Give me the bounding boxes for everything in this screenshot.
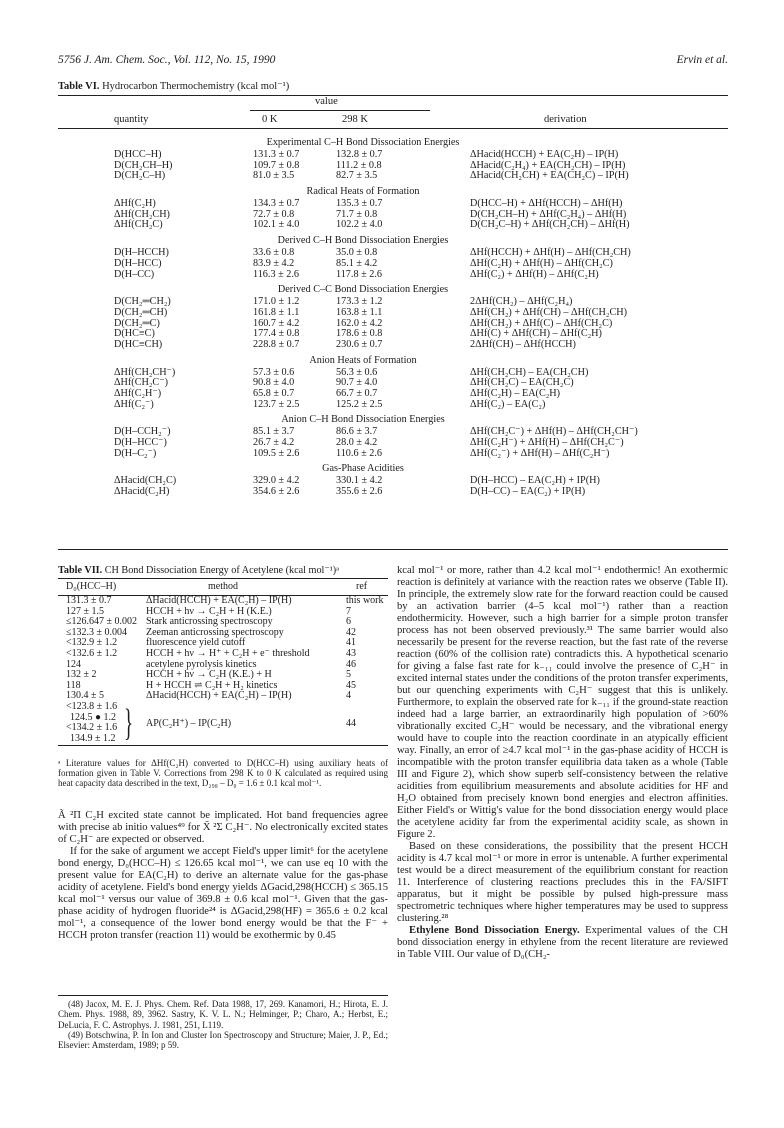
table6-label: Table VI. bbox=[58, 81, 100, 92]
table-cell-quantity: D(H–HCC) bbox=[114, 257, 162, 269]
table-cell-0k: 134.3 ± 0.7 bbox=[253, 198, 300, 210]
table-cell-d0: 131.3 ± 0.7 bbox=[66, 595, 112, 606]
table-cell-d0: 118 bbox=[66, 679, 81, 691]
table7-group bbox=[58, 702, 388, 745]
table-cell-298k: 71.7 ± 0.8 bbox=[336, 208, 378, 220]
table-cell-298k: 178.6 ± 0.8 bbox=[336, 328, 383, 340]
table-cell-0k: 102.1 ± 4.0 bbox=[253, 219, 300, 231]
table-cell-method: HCCH + hν → C₂H + H (K.E.) bbox=[146, 605, 272, 617]
table-cell-method: H + HCCH ⇌ C₂H + H₂ kinetics bbox=[146, 679, 278, 691]
table-cell-298k: 82.7 ± 3.5 bbox=[336, 170, 378, 182]
table-cell-0k: 26.7 ± 4.2 bbox=[253, 437, 295, 449]
table-cell-derivation: ΔHf(C₂) + ΔHf(H) – ΔHf(C₂H) bbox=[470, 268, 599, 280]
table-cell-derivation: ΔHacid(C₂H₄) + EA(CH₂CH) – IP(H) bbox=[470, 159, 626, 171]
table-row bbox=[58, 596, 388, 607]
table-cell-derivation: ΔHf(CH₂) + ΔHf(CH) – ΔHf(CH₂CH) bbox=[470, 306, 627, 318]
table-cell-d0: 132 ± 2 bbox=[66, 669, 97, 681]
table-cell-quantity: ΔHf(CH₂CH) bbox=[114, 208, 170, 220]
table-cell-derivation: ΔHf(C₂H) + ΔHf(H) – ΔHf(CH₂C) bbox=[470, 257, 613, 269]
table7-col-d0: D₀(HCC–H) bbox=[66, 581, 117, 592]
table-cell-298k: 125.2 ± 2.5 bbox=[336, 398, 383, 410]
paragraph: Ã ²Π C₂H excited state cannot be implicated. Hot band frequencies agree with precise ab initio values⁴⁹ for X̃ ²Σ C₂H⁻. No electronically excited states of C₂H⁻ are expected or observed. bbox=[58, 810, 388, 845]
table-cell-d0: <123.8 ± 1.6 bbox=[66, 700, 118, 712]
table6-group-rule bbox=[250, 110, 430, 111]
table-cell-298k: 66.7 ± 0.7 bbox=[336, 388, 378, 399]
table-cell-0k: 160.7 ± 4.2 bbox=[253, 317, 300, 329]
table7-group-brace: } bbox=[124, 701, 134, 744]
reference-49: (49) Botschwina, P. In Ion and Cluster Ion Spectroscopy and Structure; Maier, J. P., Ed.; Elsevier: Amsterdam, 1989; p 59. bbox=[58, 1029, 388, 1051]
table-cell-quantity: ΔHf(C₂H⁻) bbox=[114, 388, 162, 399]
table-cell-0k: 228.8 ± 0.7 bbox=[253, 338, 300, 350]
table-cell-derivation: D(H–CC) – EA(C₂) + IP(H) bbox=[470, 486, 586, 498]
table-cell-298k: 230.6 ± 0.7 bbox=[336, 338, 383, 350]
table-cell-quantity: D(H–HCCH) bbox=[114, 247, 169, 259]
table-cell-d0: <132.9 ± 1.2 bbox=[66, 637, 118, 649]
table-cell-derivation: ΔHf(CH₂C) – EA(CH₂C) bbox=[470, 377, 574, 389]
table6-col-0k: 0 K bbox=[262, 114, 278, 125]
table-cell-method: HCCH + hν → H⁺ + C₂H + e⁻ threshold bbox=[146, 647, 310, 659]
table-cell-quantity: D(CH₂═CH) bbox=[114, 306, 168, 318]
table6-col-298k: 298 K bbox=[342, 114, 368, 125]
running-header bbox=[58, 54, 728, 70]
table-cell-derivation: ΔHf(C) + ΔHf(CH) – ΔHf(C₂H) bbox=[470, 328, 602, 340]
table6-section-title: Derived C–H Bond Dissociation Energies bbox=[277, 235, 449, 247]
table-cell-d0: 124 bbox=[66, 658, 81, 670]
table-cell-d0: <134.2 ± 1.6 bbox=[66, 722, 118, 734]
table-row bbox=[58, 389, 728, 400]
table-row bbox=[58, 487, 728, 498]
table7-col-method: method bbox=[208, 581, 238, 592]
paragraph: Based on these considerations, the possibility that the present HCCH acidity is 4.7 kcal mol⁻¹ or more in error is untenable. A further experimental test would be a direct measurement of the equilibrium constant for reaction 11. Interference of clustering reactions precludes this in the FA/SIFT apparatus, but it might be possible by pulsed high-pressure mass spectrometric techniques where higher temperatures may be used to suppress clustering.²⁸ bbox=[397, 841, 728, 924]
table-row bbox=[58, 449, 728, 460]
references-rule bbox=[58, 995, 388, 996]
table-cell-d0: 134.9 ± 1.2 bbox=[70, 732, 116, 744]
table-cell-ref: 7 bbox=[346, 605, 351, 617]
table-cell-298k: 162.0 ± 4.2 bbox=[336, 317, 383, 329]
table-cell-ref: this work bbox=[346, 595, 384, 606]
table-cell-0k: 57.3 ± 0.6 bbox=[253, 366, 295, 378]
table6-col-group: value bbox=[315, 96, 338, 107]
table-cell-method: fluorescence yield cutoff bbox=[146, 637, 246, 649]
table7-group-ref: 44 bbox=[346, 717, 356, 729]
table-cell-quantity: ΔHacid(CH₂C) bbox=[114, 475, 177, 487]
table-cell-0k: 161.8 ± 1.1 bbox=[253, 306, 300, 318]
table-cell-0k: 83.9 ± 4.2 bbox=[253, 257, 295, 269]
table-cell-0k: 177.4 ± 0.8 bbox=[253, 328, 300, 340]
table6-caption bbox=[58, 80, 289, 92]
table-cell-derivation: D(H–HCC) – EA(C₂H) + IP(H) bbox=[470, 475, 600, 487]
table-cell-0k: 109.7 ± 0.8 bbox=[253, 159, 300, 171]
table-cell-298k: 117.8 ± 2.6 bbox=[336, 268, 382, 280]
table-cell-0k: 72.7 ± 0.8 bbox=[253, 208, 295, 220]
table7-label: Table VII. bbox=[58, 565, 103, 576]
table7-group-values bbox=[66, 702, 117, 744]
reference-48: (48) Jacox, M. E. J. Phys. Chem. Ref. Data 1988, 17, 269. Kanamori, H.; Hirota, E. J. Chem. Phys. 1988, 89, 3962. Sastry, K. V. L. N.; Helminger, P.; Charo, A.; Herbst, E.; DeLucia, F. C. Astrophys. J. 1981, 251, L119. bbox=[58, 999, 388, 1030]
table6-col-quantity: quantity bbox=[114, 114, 149, 125]
table-cell-quantity: D(HCC–H) bbox=[114, 149, 162, 160]
table-cell-derivation: ΔHf(CH₂) + ΔHf(C) – ΔHf(CH₂C) bbox=[470, 317, 613, 329]
table-cell-298k: 85.1 ± 4.2 bbox=[336, 257, 378, 269]
table-cell-ref: 45 bbox=[346, 679, 356, 691]
table6-header-rule bbox=[58, 128, 728, 129]
table-cell-derivation: D(CH₂C–H) + ΔHf(CH₂CH) – ΔHf(H) bbox=[470, 219, 630, 231]
table-cell-derivation: ΔHf(C₂⁻) + ΔHf(H) – ΔHf(C₂H⁻) bbox=[470, 447, 610, 459]
table-cell-derivation: ΔHf(HCCH) + ΔHf(H) – ΔHf(CH₂CH) bbox=[470, 247, 631, 259]
table-cell-d0: ≤132.3 ± 0.004 bbox=[66, 626, 127, 638]
table-cell-derivation: ΔHf(CH₂CH) – EA(CH₂CH) bbox=[470, 366, 589, 378]
table6-section-title: Gas-Phase Acidities bbox=[322, 463, 404, 475]
section-text: Experimental values of the CH bond dissociation energy in ethylene from the recent literature are reviewed in Table VIII. Our value of D₀(CH₂- bbox=[397, 925, 729, 960]
authors: Ervin et al. bbox=[676, 54, 728, 66]
table-cell-0k: 81.0 ± 3.5 bbox=[253, 170, 295, 182]
table-cell-derivation: ΔHf(C₂) – EA(C₂) bbox=[470, 398, 546, 410]
table-cell-0k: 65.8 ± 0.7 bbox=[253, 388, 295, 399]
table-cell-0k: 85.1 ± 3.7 bbox=[253, 426, 295, 438]
table-cell-quantity: D(H–HCC⁻) bbox=[114, 437, 167, 449]
table-cell-0k: 123.7 ± 2.5 bbox=[253, 398, 300, 410]
table6-section-title: Experimental C–H Bond Dissociation Energies bbox=[266, 137, 460, 148]
table-cell-derivation: ΔHf(C₂H) – EA(C₂H) bbox=[470, 388, 561, 399]
table-cell-298k: 110.6 ± 2.6 bbox=[336, 447, 382, 459]
table-cell-0k: 109.5 ± 2.6 bbox=[253, 447, 300, 459]
table-cell-method: HCCH + hν → C₂H (K.E.) + H bbox=[146, 669, 272, 681]
table7-bottom-rule bbox=[58, 745, 388, 746]
paragraph: If for the sake of argument we accept Field's upper limit⁶ for the acetylene bond energy, D₀(HCC–H) ≤ 126.65 kcal mol⁻¹, we can use eq 10 with the present value for EA(C₂H) to derive an alternate value for the gas-phase acidity of acetylene. Field's bond energy yields ΔGacid,298(HCCH) ≤ 365.15 kcal mol⁻¹ versus our value of 369.8 ± 0.6 kcal mol⁻¹. Given that the gas-phase acidity of hydrogen fluoride²⁴ is ΔGacid,298(HF) = 365.6 ± 0.2 kcal mol⁻¹, a consequence of the lower bond energy would be that the F⁻ + HCCH proton transfer (reaction 11) would be exothermic by 0.45 bbox=[58, 846, 388, 941]
table6-body bbox=[58, 133, 728, 498]
table6-section-title: Radical Heats of Formation bbox=[306, 186, 420, 198]
table7 bbox=[58, 578, 388, 746]
table-row bbox=[58, 259, 728, 270]
table-cell-derivation: 2ΔHf(CH₂) – ΔHf(C₂H₄) bbox=[470, 296, 573, 308]
table-row bbox=[58, 340, 728, 351]
table-cell-d0: 127 ± 1.5 bbox=[66, 605, 104, 617]
table7-col-ref: ref bbox=[356, 581, 368, 592]
table-cell-derivation: ΔHf(CH₂C⁻) + ΔHf(H) – ΔHf(CH₂CH⁻) bbox=[470, 426, 638, 438]
table-cell-ref: 41 bbox=[346, 637, 356, 649]
table-cell-d0: 124.5 ● 1.2 bbox=[70, 711, 117, 723]
table7-footnote: ᵃ Literature values for ΔHf(C₂H) converted to D(HCC–H) using auxiliary heats of formation given in Table V. Corrections from 298 K to 0 K calculated as required using heat capacity data described in the text, D₂₉₈ – D₀ = 1.6 ± 0.1 kcal mol⁻¹. bbox=[58, 758, 388, 789]
table-cell-ref: 43 bbox=[346, 647, 356, 659]
table-cell-derivation: D(HCC–H) + ΔHf(HCCH) – ΔHf(H) bbox=[470, 198, 623, 210]
table-cell-quantity: D(HC≡CH) bbox=[114, 338, 163, 350]
table-cell-0k: 116.3 ± 2.6 bbox=[253, 268, 299, 280]
table-cell-derivation: ΔHacid(CH₂CH) + EA(CH₂C) – IP(H) bbox=[470, 170, 629, 182]
table6-bottom-rule bbox=[58, 549, 728, 550]
table-cell-quantity: D(H–CCH₂⁻) bbox=[114, 426, 171, 438]
table6-section-title: Anion C–H Bond Dissociation Energies bbox=[281, 414, 445, 426]
table-cell-quantity: ΔHf(CH₂CH⁻) bbox=[114, 366, 176, 378]
table-cell-298k: 35.0 ± 0.8 bbox=[336, 247, 378, 259]
table-row bbox=[58, 171, 728, 182]
table7-caption bbox=[58, 565, 339, 576]
table-cell-298k: 56.3 ± 0.6 bbox=[336, 366, 378, 378]
table6-section-title: Derived C–C Bond Dissociation Energies bbox=[277, 284, 449, 296]
table-cell-quantity: ΔHacid(C₂H) bbox=[114, 486, 170, 498]
table-cell-298k: 132.8 ± 0.7 bbox=[336, 149, 383, 160]
table7-title: CH Bond Dissociation Energy of Acetylene (kcal mol⁻¹)ᵃ bbox=[102, 565, 339, 576]
table-cell-d0: ≤126.647 ± 0.002 bbox=[66, 616, 137, 628]
table-cell-derivation: 2ΔHf(CH) – ΔHf(HCCH) bbox=[470, 338, 576, 350]
table-cell-298k: 28.0 ± 4.2 bbox=[336, 437, 378, 449]
table-cell-298k: 330.1 ± 4.2 bbox=[336, 475, 383, 487]
table-cell-quantity: ΔHf(C₂H) bbox=[114, 198, 156, 210]
table-cell-ref: 42 bbox=[346, 626, 356, 638]
table-row bbox=[58, 270, 728, 281]
table-cell-quantity: D(H–CC) bbox=[114, 268, 155, 280]
table7-group-method: AP(C₂H⁺) – IP(C₂H) bbox=[146, 717, 232, 729]
references bbox=[58, 999, 388, 1050]
table-row bbox=[58, 308, 728, 319]
paragraph: kcal mol⁻¹ or more, rather than 4.2 kcal mol⁻¹ endothermic! An exothermic reaction is definitely at variance with the reaction rates we observe (Table II). In principle, the extremely slow rate for the forward reaction could be caused by an activation barrier (4–5 kcal mol⁻¹) rather than a reaction endothermicity. However, such a high barrier for a simple proton transfer process has not been observed previously.³¹ The same barrier would also necessarily be present for the reverse reaction, but the fast rate of the reverse reaction (60% of the collision rate) contradicts this. A hypothetical scenario for giving a false fast rate for k₋₁₁ could involve the presence of C₂H⁻ in excited internal states under the conditions of the proton transfer experiments, but our quenching experiments with C₂H⁻ suggest that this is unlikely. Furthermore, to explain the observed rate for k₋₁₁ if the ground-state reaction indeed had a large barrier, an extraordinarily high population of >60% vibrationally excited C₂H⁻ would be necessary, and the vibrational energy would have to couple into the reaction coordinate in an atypically efficient way. Finally, an error of ≥4.7 kcal mol⁻¹ in the gas-phase acidity of HCCH is incompatible with the proton transfer equilibria data taken as a whole (Table III and Figure 2), which show superb self-consistency between the relative acidities from equilibrium measurements and absolute acidities for HF and H₂O obtained from precisely known bond energies and electron affinities. Either Field's or Wittig's value for the bond dissociation energy would place the acetylene acidity far from the experimental acidity scale, as shown in Figure 2. bbox=[397, 565, 728, 840]
table-cell-d0: <132.6 ± 1.2 bbox=[66, 647, 118, 659]
table-cell-quantity: ΔHf(CH₂C) bbox=[114, 219, 163, 231]
table-cell-quantity: D(CH₂═C) bbox=[114, 317, 160, 329]
table-cell-0k: 171.0 ± 1.2 bbox=[253, 296, 300, 308]
table-cell-298k: 163.8 ± 1.1 bbox=[336, 306, 383, 318]
table-cell-quantity: D(CH₂═CH₂) bbox=[114, 296, 171, 308]
table-cell-quantity: D(CH₂CH–H) bbox=[114, 159, 173, 171]
table-cell-method: ΔHacid(HCCH) + EA(C₂H) – IP(H) bbox=[146, 595, 292, 606]
table-cell-quantity: D(CH₂C–H) bbox=[114, 170, 166, 182]
table7-header bbox=[58, 579, 388, 595]
table-cell-298k: 355.6 ± 2.6 bbox=[336, 486, 383, 498]
table-cell-method: ΔHacid(HCCH) + EA(C₂H) – IP(H) bbox=[146, 690, 292, 702]
table-cell-quantity: ΔHf(C₂⁻) bbox=[114, 398, 154, 410]
table-cell-derivation: D(CH₂CH–H) + ΔHf(C₂H₄) – ΔHf(H) bbox=[470, 208, 627, 220]
table-cell-quantity: D(HC≡C) bbox=[114, 328, 155, 340]
table7-rows bbox=[58, 596, 388, 702]
table-cell-0k: 33.6 ± 0.8 bbox=[253, 247, 295, 259]
table6-col-derivation: derivation bbox=[544, 114, 587, 125]
table-cell-ref: 46 bbox=[346, 658, 356, 670]
table-cell-0k: 329.0 ± 4.2 bbox=[253, 475, 300, 487]
table-row bbox=[58, 319, 728, 330]
table-cell-method: Stark anticrossing spectroscopy bbox=[146, 616, 273, 628]
table-cell-298k: 111.2 ± 0.8 bbox=[336, 159, 382, 171]
right-column-text bbox=[397, 565, 728, 961]
table-row bbox=[58, 400, 728, 411]
journal-citation: 5756 J. Am. Chem. Soc., Vol. 112, No. 15, 1990 bbox=[58, 54, 276, 66]
table-cell-method: acetylene pyrolysis kinetics bbox=[146, 658, 257, 670]
section-paragraph bbox=[397, 925, 728, 961]
table-cell-quantity: ΔHf(CH₂C⁻) bbox=[114, 377, 168, 389]
table-cell-derivation: ΔHacid(HCCH) + EA(C₂H) – IP(H) bbox=[470, 149, 619, 160]
table-cell-298k: 173.3 ± 1.2 bbox=[336, 296, 383, 308]
table-row bbox=[58, 220, 728, 231]
table-cell-0k: 131.3 ± 0.7 bbox=[253, 149, 300, 160]
table-cell-0k: 90.8 ± 4.0 bbox=[253, 377, 295, 389]
table6-section-title: Anion Heats of Formation bbox=[309, 354, 417, 366]
left-column-text bbox=[58, 810, 388, 942]
table-cell-298k: 102.2 ± 4.0 bbox=[336, 219, 383, 231]
table-row bbox=[58, 649, 388, 660]
table6-top-rule bbox=[58, 95, 728, 96]
section-heading: Ethylene Bond Dissociation Energy. bbox=[409, 925, 580, 936]
table-cell-298k: 86.6 ± 3.7 bbox=[336, 426, 378, 438]
table-cell-ref: 4 bbox=[346, 690, 351, 702]
table-cell-ref: 6 bbox=[346, 616, 351, 628]
table-cell-298k: 135.3 ± 0.7 bbox=[336, 198, 383, 210]
table-cell-ref: 5 bbox=[346, 669, 351, 681]
table-cell-method: Zeeman anticrossing spectroscopy bbox=[146, 626, 284, 638]
table-cell-298k: 90.7 ± 4.0 bbox=[336, 377, 378, 389]
table-row bbox=[58, 438, 728, 449]
table-cell-0k: 354.6 ± 2.6 bbox=[253, 486, 300, 498]
table-cell-quantity: D(H–C₂⁻) bbox=[114, 447, 157, 459]
table-cell-derivation: ΔHf(C₂H⁻) + ΔHf(H) – ΔHf(CH₂C⁻) bbox=[470, 437, 624, 449]
table6-title: Hydrocarbon Thermochemistry (kcal mol⁻¹) bbox=[99, 81, 290, 92]
table-cell-d0: 130.4 ± 5 bbox=[66, 690, 104, 702]
